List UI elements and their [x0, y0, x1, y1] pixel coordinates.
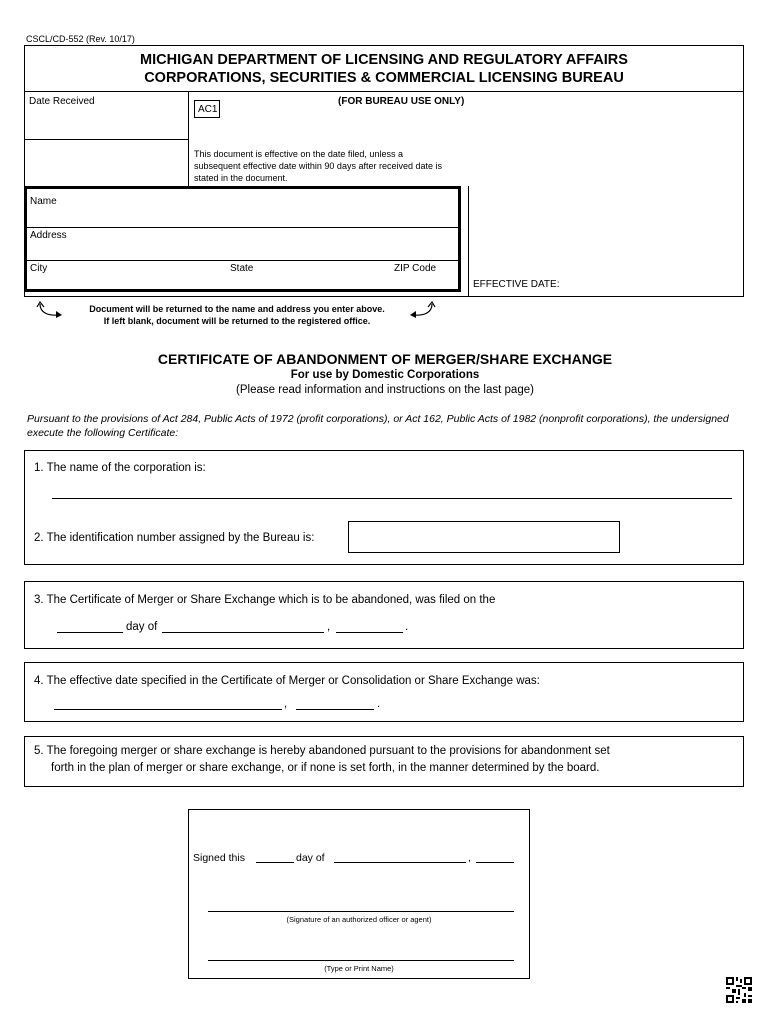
effective-date-label: EFFECTIVE DATE:: [473, 279, 560, 290]
address-label: Address: [30, 230, 67, 241]
item-4-period: .: [377, 698, 381, 710]
signed-month-field[interactable]: [334, 862, 466, 863]
print-name-caption: (Type or Print Name): [324, 964, 394, 973]
address-field[interactable]: [30, 242, 454, 258]
item-3-text: 3. The Certificate of Merger or Share Exchange which is to be abandoned, was filed on the: [34, 594, 496, 606]
item-3-day-of: day of: [126, 621, 158, 633]
zip-label: ZIP Code: [394, 263, 437, 274]
signed-day-of: day of: [296, 852, 325, 864]
name-field[interactable]: [30, 208, 454, 224]
corporation-name-field[interactable]: [52, 498, 732, 499]
name-label: Name: [30, 196, 57, 207]
identification-number-field[interactable]: [348, 521, 620, 553]
effective-year-field[interactable]: [296, 709, 374, 710]
city-label: City: [30, 263, 48, 274]
signed-year-field[interactable]: [476, 862, 514, 863]
item-1-text: 1. The name of the corporation is:: [34, 462, 206, 474]
section-4: [24, 662, 744, 722]
instructions-note: (Please read information and instructions on the last page): [236, 384, 534, 396]
header-box: [24, 45, 744, 92]
return-note-line2: If left blank, document will be returned to the registered office.: [103, 316, 371, 326]
certificate-subtitle: For use by Domestic Corporations: [290, 369, 480, 381]
ac-code-box: AC1: [194, 100, 220, 118]
signed-this-label: Signed this: [193, 852, 245, 864]
certificate-title: CERTIFICATE OF ABANDONMENT OF MERGER/SHARE EXCHANGE: [157, 351, 613, 367]
item-5-line2: forth in the plan of merger or share exchange, or if none is set forth, in the manner determined by the board.: [51, 762, 600, 774]
item-5-line1: 5. The foregoing merger or share exchange is hereby abandoned pursuant to the provisions for abandonment set: [34, 745, 610, 757]
qr-code-icon: [726, 977, 752, 1003]
return-note-line1: Document will be returned to the name and address you enter above.: [89, 304, 385, 314]
header-line2: CORPORATIONS, SECURITIES & COMMERCIAL LICENSING BUREAU: [144, 70, 624, 86]
signed-day-field[interactable]: [256, 862, 294, 863]
item-3-period: .: [405, 621, 409, 633]
item-4-comma: ,: [284, 698, 288, 710]
signature-box: [188, 809, 530, 979]
signature-line[interactable]: [208, 911, 514, 912]
effective-note: This document is effective on the date filed, unless a subsequent effective date within 90 days after received date is stated in the document.: [194, 149, 442, 183]
filed-month-field[interactable]: [162, 632, 324, 633]
effective-date-field[interactable]: [54, 709, 282, 710]
print-name-line[interactable]: [208, 960, 514, 961]
right-arrow-icon: [408, 301, 436, 319]
return-note: [66, 303, 408, 327]
item-4-text: 4. The effective date specified in the Certificate of Merger or Consolidation or Share Exchange was:: [34, 675, 540, 687]
signed-comma: ,: [468, 852, 471, 864]
item-3-comma: ,: [327, 621, 331, 633]
signature-caption: (Signature of an authorized officer or agent): [286, 915, 432, 924]
section-3: [24, 581, 744, 649]
date-received-label: Date Received: [29, 96, 95, 107]
city-state-zip-field[interactable]: [30, 275, 454, 289]
item-2-text: 2. The identification number assigned by the Bureau is:: [34, 532, 315, 544]
filed-year-field[interactable]: [336, 632, 403, 633]
left-arrow-icon: [36, 301, 64, 319]
header-line1: MICHIGAN DEPARTMENT OF LICENSING AND REGULATORY AFFAIRS: [140, 52, 628, 68]
pursuant-text: Pursuant to the provisions of Act 284, Public Acts of 1972 (profit corporations), or Act 162, Public Acts of 1982 (nonprofit corporations), the undersigned execute the following Certificate:: [27, 413, 729, 439]
form-id: CSCL/CD-552 (Rev. 10/17): [26, 34, 135, 44]
bureau-use-only: (FOR BUREAU USE ONLY): [338, 96, 465, 107]
state-label: State: [230, 263, 254, 274]
filed-day-field[interactable]: [57, 632, 123, 633]
